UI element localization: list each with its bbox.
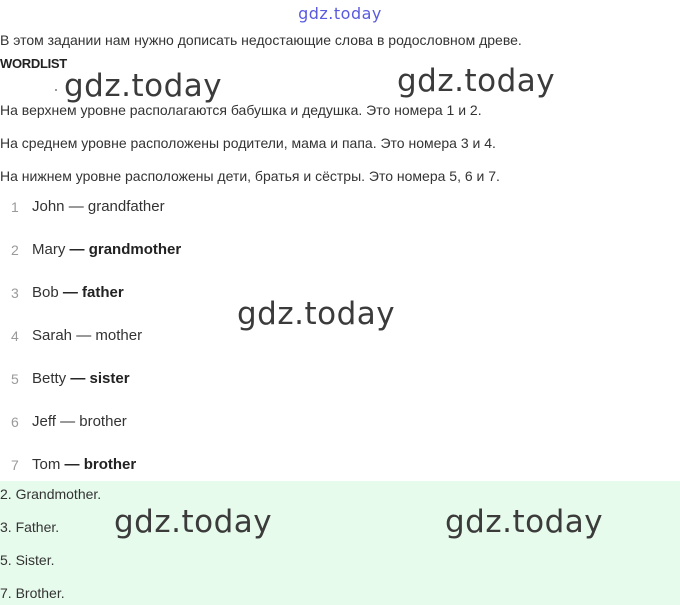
watermark: gdz.today bbox=[237, 296, 396, 332]
answer-line: 2. Grandmother. bbox=[0, 486, 102, 502]
item-name: Sarah bbox=[32, 327, 73, 344]
paragraph-top-level: На верхнем уровне располагаются бабушка и дедушка. Это номера 1 и 2. bbox=[0, 102, 482, 118]
answer-box bbox=[0, 481, 680, 605]
item-number: 5 bbox=[11, 371, 19, 387]
item-word: grandmother bbox=[88, 241, 182, 258]
item-word: brother bbox=[79, 413, 127, 430]
item-number: 1 bbox=[11, 199, 19, 215]
item-number: 3 bbox=[11, 285, 19, 301]
intro-text: В этом задании нам нужно дописать недостающие слова в родословном древе. bbox=[0, 32, 522, 48]
paragraph-bottom-level: На нижнем уровне расположены дети, братья и сёстры. Это номера 5, 6 и 7. bbox=[0, 168, 500, 184]
item-entry bbox=[32, 454, 136, 476]
watermark: gdz.today bbox=[445, 504, 604, 540]
item-entry bbox=[32, 282, 124, 304]
watermark: gdz.today bbox=[114, 504, 273, 540]
item-dash: — bbox=[58, 284, 83, 301]
item-name: Mary bbox=[32, 241, 66, 258]
item-name: John bbox=[32, 198, 65, 215]
item-dash: — bbox=[65, 241, 89, 258]
paragraph-middle-level: На среднем уровне расположены родители, мама и папа. Это номера 3 и 4. bbox=[0, 135, 496, 151]
item-entry bbox=[32, 325, 142, 347]
item-entry bbox=[32, 411, 127, 433]
answer-line: 3. Father. bbox=[0, 519, 60, 535]
item-word: sister bbox=[89, 370, 130, 387]
item-name: Tom bbox=[32, 456, 61, 473]
answer-line: 7. Brother. bbox=[0, 585, 65, 601]
item-number: 2 bbox=[11, 242, 19, 258]
item-name: Betty bbox=[32, 370, 67, 387]
item-number: 6 bbox=[11, 414, 19, 430]
item-word: brother bbox=[83, 456, 137, 473]
watermark: gdz.today bbox=[397, 63, 556, 99]
answer-line: 5. Sister. bbox=[0, 552, 55, 568]
item-dash: — bbox=[64, 198, 88, 215]
item-entry bbox=[32, 368, 130, 390]
wordlist-heading: WORDLIST bbox=[0, 56, 67, 71]
item-word: father bbox=[82, 284, 124, 301]
item-entry bbox=[32, 239, 181, 261]
item-dash: — bbox=[66, 370, 90, 387]
item-entry bbox=[32, 196, 165, 218]
bullet-dot bbox=[55, 89, 57, 91]
site-header-logo[interactable]: gdz.today bbox=[298, 4, 382, 23]
item-dash: — bbox=[72, 327, 96, 344]
item-name: Bob bbox=[32, 284, 59, 301]
item-number: 7 bbox=[11, 457, 19, 473]
watermark: gdz.today bbox=[64, 68, 223, 104]
item-word: mother bbox=[95, 327, 143, 344]
item-dash: — bbox=[55, 413, 80, 430]
item-dash: — bbox=[60, 456, 84, 473]
item-number: 4 bbox=[11, 328, 19, 344]
item-word: grandfather bbox=[87, 198, 165, 215]
item-name: Jeff bbox=[32, 413, 56, 430]
